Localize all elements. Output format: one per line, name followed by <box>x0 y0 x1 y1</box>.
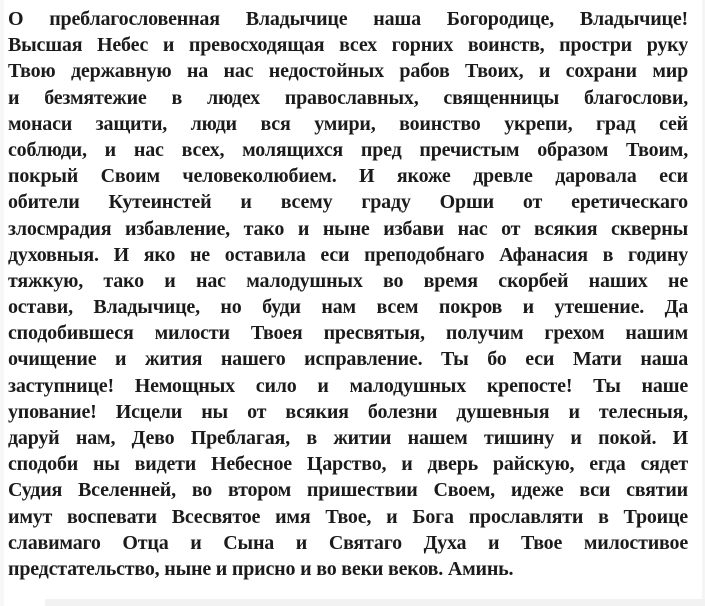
text-line: духовныя. И яко не оставила еси преподобнаго Афанасия в годину <box>8 243 688 266</box>
text-line: О преблагословенная Владычице наша Богородице, Владычице! <box>8 8 688 30</box>
text-line: соблюди, и нас всех, молящихся пред пречистым образом Твоим, <box>8 138 688 161</box>
text-line: даруй нам, Дево Преблагая, в житии нашем тишину и покой. И <box>8 427 688 449</box>
text-line: имут воспевати Всесвятое имя Твое, и Бога прославляти в Троице <box>8 505 688 528</box>
text-line: остави, Владычице, но буди нам всем покров и утешение. Да <box>8 296 688 319</box>
text-line: тяжкую, тако и нас малодушных во время скорбей наших не <box>8 269 688 292</box>
text-line: злосмрадия избавление, тако и ныне избави нас от всякия скверны <box>8 217 688 240</box>
text-line: очищение и жития нашего исправление. Ты бо еси Мати наша <box>8 348 688 371</box>
text-line: монаси защити, люди вся умири, воинство укрепи, град сей <box>8 112 688 135</box>
bottom-edge-bar <box>45 599 705 606</box>
text-line: сподобившеся милости Твоея пресвятыя, получим грехом нашим <box>8 322 688 345</box>
text-line: предстательство, ныне и присно и во веки веков. Аминь. <box>8 557 514 580</box>
text-line: обители Кутеинстей и всему граду Орши от еретическаго <box>8 191 688 214</box>
page-left-edge <box>0 0 4 606</box>
text-line: Судия Вселенней, во втором пришествии Своем, идеже вси святии <box>8 479 688 502</box>
text-line: Твою державную на нас недостойных рабов Твоих, и сохрани мир <box>8 60 688 83</box>
text-line: и безмятежие в людех православных, священницы благослови, <box>8 86 688 109</box>
text-line: покрый Своим человеколюбием. И якоже древле даровала еси <box>8 165 688 188</box>
text-line: сподоби ны видети Небесное Царство, и дверь райскую, егда сядет <box>8 453 688 476</box>
text-line: Высшая Небес и превосходящая всех горних воинств, простри руку <box>8 34 688 57</box>
prayer-text-block <box>8 6 688 582</box>
text-line: упование! Исцели ны от всякия болезни душевныя и телесныя, <box>8 400 688 423</box>
text-line: заступнице! Немощных сило и малодушных крепосте! Ты наше <box>8 374 688 397</box>
text-line: славимаго Отца и Сына и Святаго Духа и Твое милостивое <box>8 531 688 554</box>
